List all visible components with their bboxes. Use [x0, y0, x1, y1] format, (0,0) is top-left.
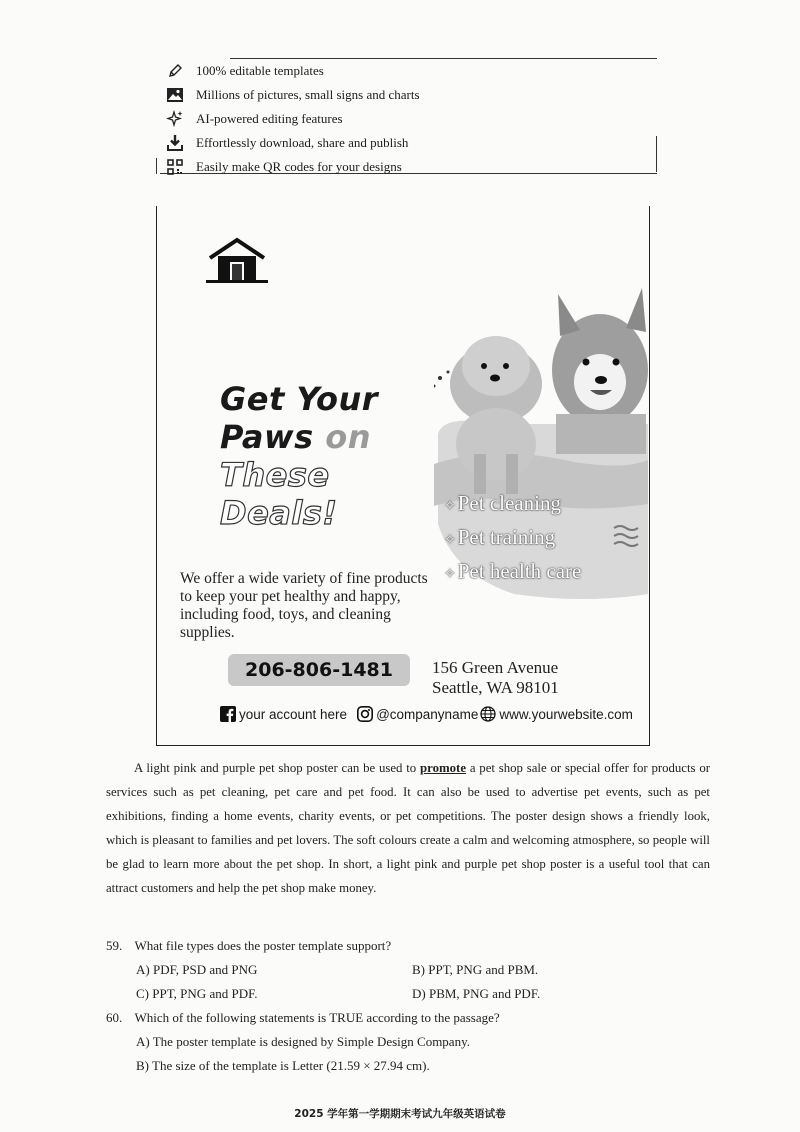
passage-text-after: a pet shop sale or special offer for products or services such as pet cleaning, pet care and pet food. It can also be used to advertise pet events, such as pet exhibitions, finding a home events, charity events, or pet competitions. The poster design shows a friendly look, which is pleasant to families and pet lovers. The soft colours create a calm and welcoming atmosphere, so people will be glad to learn more about the pet shop. In short, a light pink and purple pet shop poster is a useful tool that can attract customers and help the pet shop make money.	[106, 761, 710, 895]
page-footer: 2025 学年第一学期期末考试九年级英语试卷	[294, 1108, 506, 1120]
facebook-icon	[220, 706, 236, 722]
feature-box-top-border	[230, 58, 657, 59]
feature-item-download	[164, 132, 408, 154]
feature-text: Millions of pictures, small signs and charts	[196, 87, 420, 102]
address-line-2: Seattle, WA 98101	[432, 678, 559, 697]
option-60-b: B) The size of the template is Letter (21.59 × 27.94 cm).	[136, 1058, 430, 1073]
house-logo-icon	[206, 236, 268, 284]
sparkle-icon	[164, 110, 186, 128]
feature-text: 100% editable templates	[196, 63, 324, 78]
option-59-d: D) PBM, PNG and PDF.	[412, 986, 541, 1001]
instagram-handle: @companyname	[376, 706, 479, 722]
download-icon	[164, 134, 186, 152]
service-item: ✧ Pet training	[444, 522, 581, 556]
headline-on: on	[325, 418, 372, 456]
headline-these: These	[220, 456, 330, 494]
social-links	[220, 706, 633, 722]
poster-address	[432, 658, 559, 698]
feature-text: AI-powered editing features	[196, 111, 343, 126]
question-text: What file types does the poster template support?	[134, 938, 392, 953]
pet-shop-poster	[156, 206, 650, 746]
qr-code-icon	[164, 158, 186, 176]
reading-passage	[106, 756, 710, 900]
option-59-b: B) PPT, PNG and PBM.	[412, 962, 539, 977]
service-item: ✧ Pet health care	[444, 556, 581, 590]
feature-item-editable	[164, 60, 324, 82]
option-59-c: C) PPT, PNG and PDF.	[136, 986, 258, 1001]
feature-box-left-border	[156, 158, 157, 174]
feature-text: Easily make QR codes for your designs	[196, 159, 402, 174]
question-number: 60.	[106, 1010, 123, 1025]
feature-item-pictures	[164, 84, 420, 106]
services-list	[444, 488, 581, 590]
facebook-handle: your account here	[239, 706, 348, 722]
option-59-a: A) PDF, PSD and PNG	[136, 962, 258, 977]
poster-left-border	[156, 206, 157, 746]
question-59	[106, 938, 391, 954]
phone-number-badge: 206-806-1481	[228, 654, 410, 686]
passage-keyword: promote	[420, 761, 466, 775]
globe-icon	[480, 706, 496, 722]
option-60-a: A) The poster template is designed by Simple Design Company.	[136, 1034, 470, 1049]
service-item: ✧ Pet cleaning	[444, 488, 581, 522]
poster-right-border	[649, 206, 650, 746]
pencil-icon	[164, 62, 186, 80]
image-icon	[164, 86, 186, 104]
headline-paws: Paws	[220, 418, 314, 456]
headline-deals: Deals!	[220, 494, 338, 532]
passage-text-before: A light pink and purple pet shop poster can be used to	[134, 761, 421, 775]
question-60	[106, 1010, 500, 1026]
poster-description: We offer a wide variety of fine products to keep your pet healthy and happy, including food, toys, and cleaning supplies.	[180, 570, 428, 641]
feature-list	[160, 58, 657, 174]
website-url: www.yourwebsite.com	[499, 706, 633, 722]
feature-box-right-border	[656, 136, 657, 172]
poster-headline	[220, 380, 420, 532]
headline-line-1: Get Your	[220, 380, 378, 418]
feature-item-qr	[164, 156, 402, 178]
address-line-1: 156 Green Avenue	[432, 658, 559, 677]
feature-text: Effortlessly download, share and publish	[196, 135, 409, 150]
poster-bottom-border	[156, 745, 650, 746]
feature-item-ai	[164, 108, 343, 130]
question-number: 59.	[106, 938, 123, 953]
instagram-icon	[357, 706, 373, 722]
question-text: Which of the following statements is TRUE according to the passage?	[134, 1010, 500, 1025]
